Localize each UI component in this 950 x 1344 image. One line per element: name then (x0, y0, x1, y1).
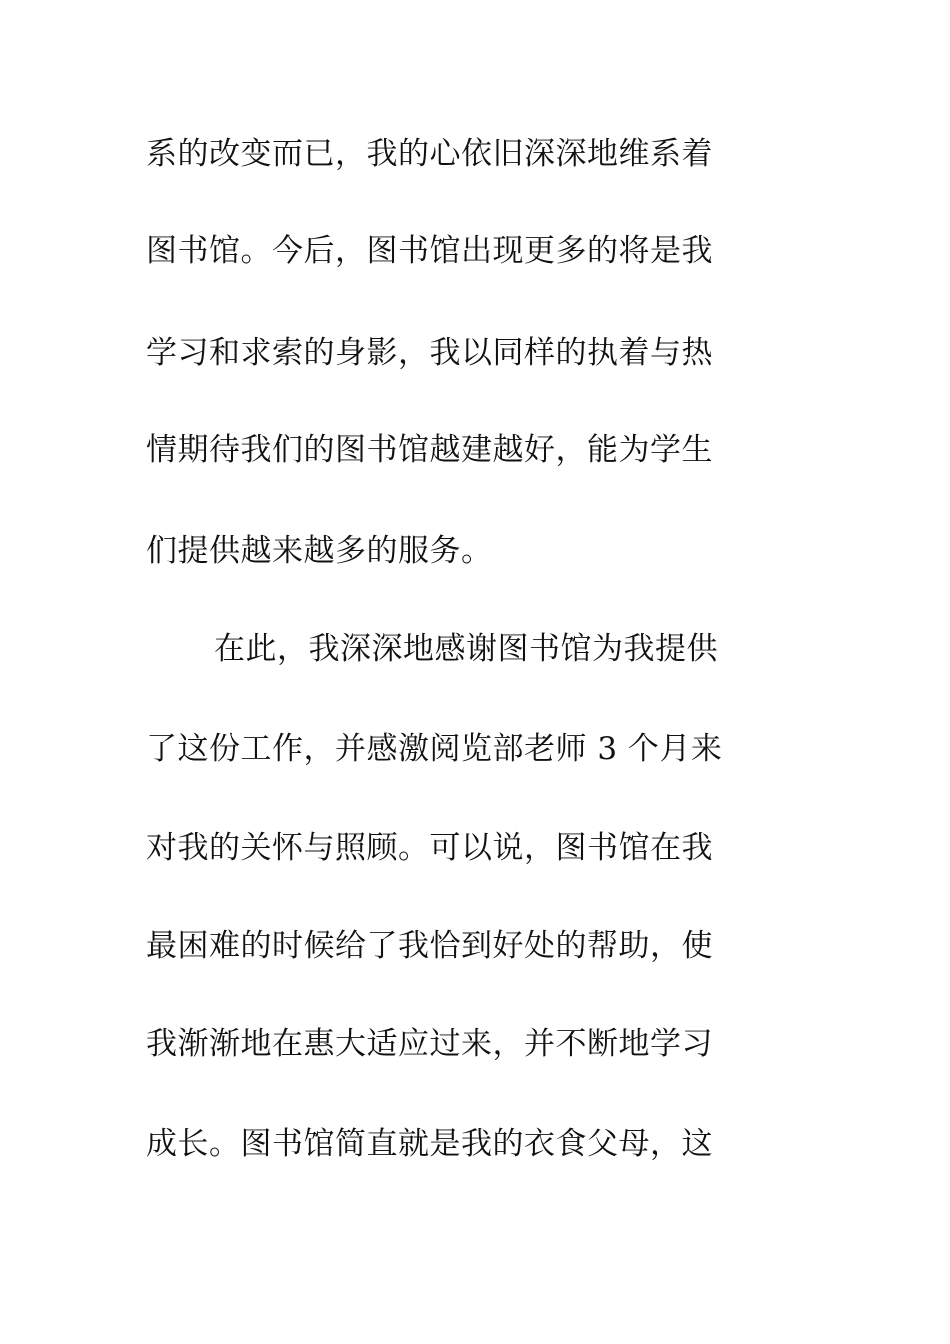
text-line-3: 学习和求索的身影，我以同样的执着与热 (146, 335, 713, 371)
text-line-4: 情期待我们的图书馆越建越好，能为学生 (146, 432, 713, 468)
text-line-9: 最困难的时候给了我恰到好处的帮助，使 (146, 928, 713, 964)
text-line-1: 系的改变而已，我的心依旧深深地维系着 (146, 136, 713, 172)
paragraph-start-line: 在此，我深深地感谢图书馆为我提供 (214, 631, 718, 667)
text-line-5: 们提供越来越多的服务。 (146, 533, 493, 569)
text-line-8: 对我的关怀与照顾。可以说，图书馆在我 (146, 830, 713, 866)
text-line-7: 了这份工作，并感激阅览部老师 3 个月来 (146, 731, 723, 767)
text-line-2: 图书馆。今后，图书馆出现更多的将是我 (146, 233, 713, 269)
text-line-11: 成长。图书馆简直就是我的衣食父母，这 (146, 1126, 713, 1162)
text-line-10: 我渐渐地在惠大适应过来，并不断地学习 (146, 1026, 713, 1062)
